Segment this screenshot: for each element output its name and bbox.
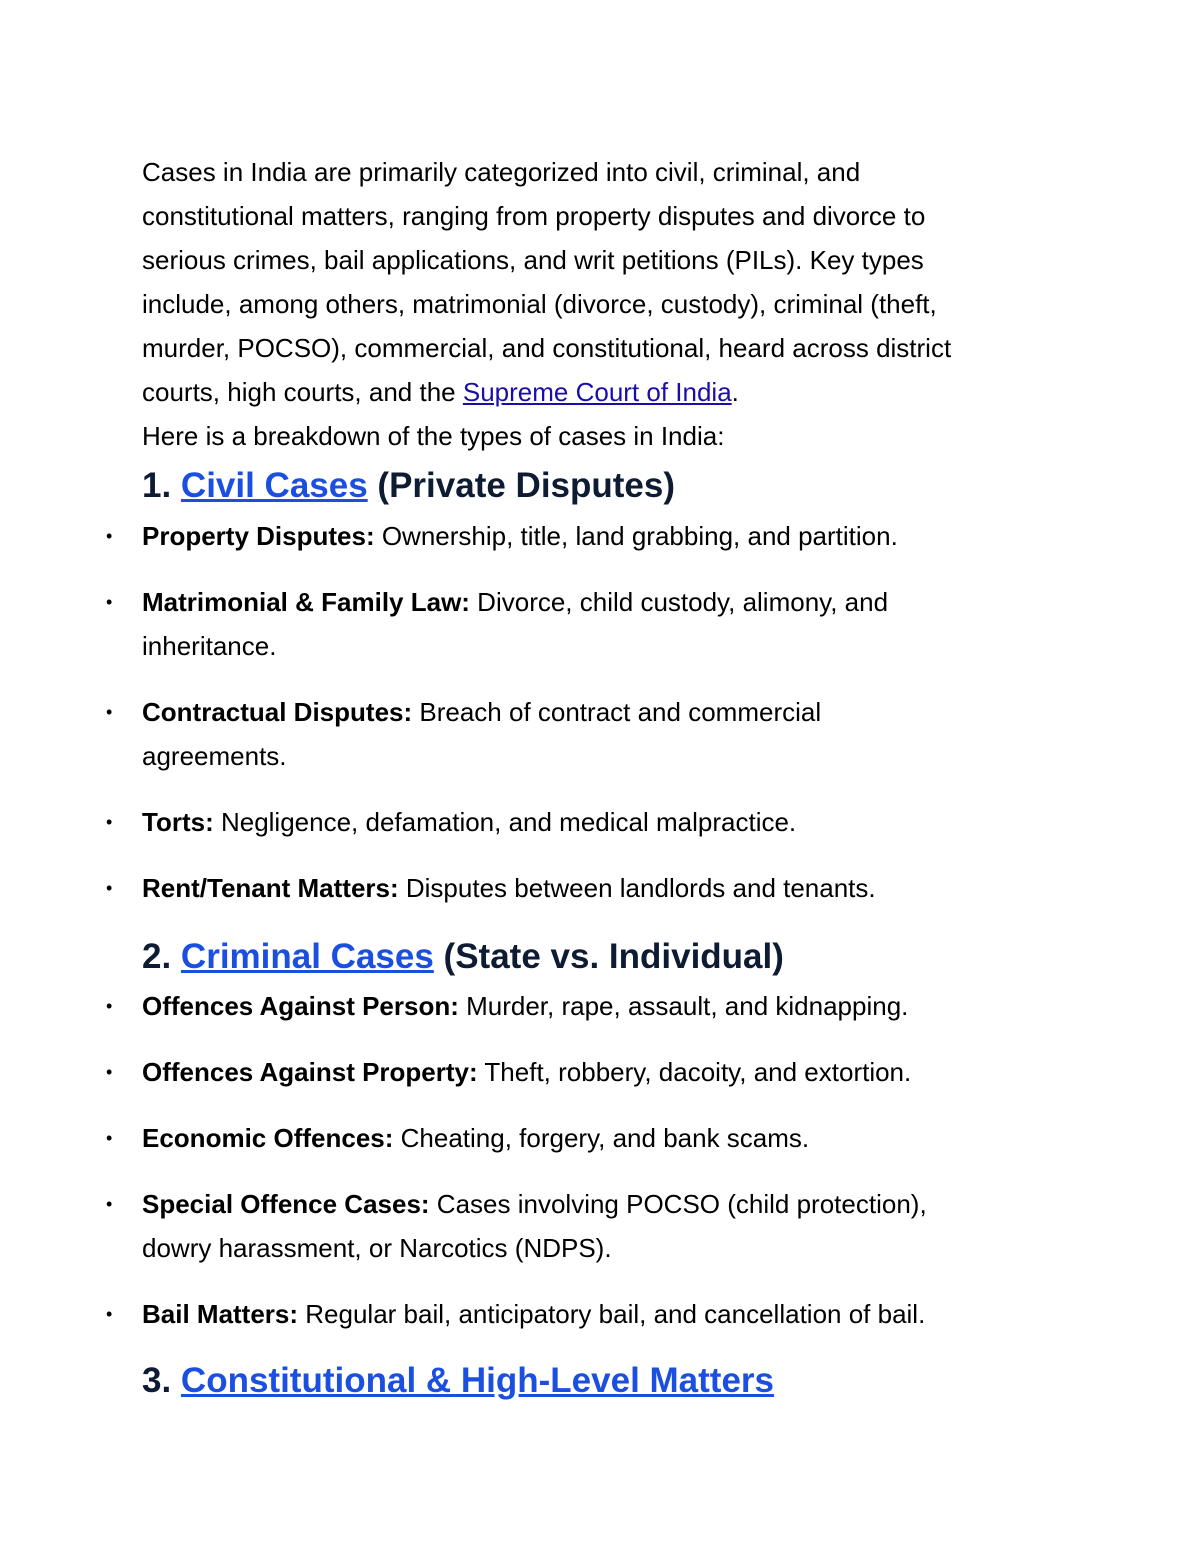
civil-cases-link[interactable]: Civil Cases <box>180 466 368 505</box>
item-text: Breach of contract and commercial <box>412 697 822 727</box>
bullet-icon: • <box>106 702 113 722</box>
item-text: Murder, rape, assault, and kidnapping. <box>458 991 909 1021</box>
bullet-icon: • <box>106 526 113 546</box>
section-heading-suffix: (Private Disputes) <box>367 466 676 505</box>
item-label: Torts: <box>142 807 214 837</box>
list-item <box>106 514 1102 558</box>
list-item <box>106 984 1102 1028</box>
item-text: Regular bail, anticipatory bail, and cancellation of bail. <box>298 1299 926 1329</box>
item-label: Special Offence Cases: <box>142 1189 430 1219</box>
bullet-icon: • <box>106 1062 113 1082</box>
section-heading-constitutional <box>142 1358 1102 1404</box>
intro-text: . <box>731 377 739 407</box>
item-text-continued: dowry harassment, or Narcotics (NDPS). <box>142 1233 612 1263</box>
item-text: Ownership, title, land grabbing, and partition. <box>374 521 898 551</box>
intro-line: constitutional matters, ranging from property disputes and divorce to <box>142 201 926 231</box>
section-heading-civil <box>142 464 1102 508</box>
item-label: Bail Matters: <box>142 1299 299 1329</box>
item-text: Cases involving POCSO (child protection), <box>429 1189 927 1219</box>
criminal-cases-link[interactable]: Criminal Cases <box>180 937 434 976</box>
item-label: Contractual Disputes: <box>142 697 413 727</box>
list-item <box>106 690 1102 778</box>
section-number: 3. <box>142 1361 181 1400</box>
item-text: Disputes between landlords and tenants. <box>398 873 876 903</box>
list-item <box>106 800 1102 844</box>
section-heading-criminal <box>142 934 1102 980</box>
list-item <box>106 1292 1102 1336</box>
document-page <box>106 150 1102 1404</box>
list-item <box>106 1050 1102 1094</box>
supreme-court-link[interactable]: Supreme Court of India <box>462 377 732 407</box>
item-text: Theft, robbery, dacoity, and extortion. <box>477 1057 912 1087</box>
item-text-continued: agreements. <box>142 741 287 771</box>
bullet-icon: • <box>106 1304 113 1324</box>
item-text: Cheating, forgery, and bank scams. <box>393 1123 810 1153</box>
intro-line: murder, POCSO), commercial, and constitutional, heard across district <box>142 333 952 363</box>
intro-line <box>142 370 1102 414</box>
list-item <box>106 1116 1102 1160</box>
item-text: Negligence, defamation, and medical malpractice. <box>213 807 797 837</box>
section-heading-suffix: (State vs. Individual) <box>433 937 784 976</box>
bullet-icon: • <box>106 878 113 898</box>
bullet-icon: • <box>106 996 113 1016</box>
bullet-icon: • <box>106 1128 113 1148</box>
item-label: Rent/Tenant Matters: <box>142 873 399 903</box>
item-label: Property Disputes: <box>142 521 375 551</box>
item-label: Offences Against Person: <box>142 991 459 1021</box>
civil-cases-list <box>106 514 1102 910</box>
intro-text: courts, high courts, and the <box>142 377 463 407</box>
constitutional-matters-link[interactable]: Constitutional & High-Level Matters <box>180 1361 775 1400</box>
intro-paragraph <box>142 150 1102 458</box>
item-label: Offences Against Property: <box>142 1057 478 1087</box>
intro-line: Cases in India are primarily categorized into civil, criminal, and <box>142 157 861 187</box>
section-number: 2. <box>142 937 181 976</box>
intro-line: Here is a breakdown of the types of cases in India: <box>142 421 725 451</box>
intro-line: include, among others, matrimonial (divorce, custody), criminal (theft, <box>142 289 937 319</box>
section-number: 1. <box>142 466 181 505</box>
intro-line: serious crimes, bail applications, and writ petitions (PILs). Key types <box>142 245 924 275</box>
bullet-icon: • <box>106 592 113 612</box>
item-label: Matrimonial & Family Law: <box>142 587 470 617</box>
criminal-cases-list <box>106 984 1102 1336</box>
bullet-icon: • <box>106 812 113 832</box>
item-text-continued: inheritance. <box>142 631 277 661</box>
list-item <box>106 866 1102 910</box>
item-label: Economic Offences: <box>142 1123 394 1153</box>
list-item <box>106 1182 1102 1270</box>
bullet-icon: • <box>106 1194 113 1214</box>
item-text: Divorce, child custody, alimony, and <box>469 587 889 617</box>
list-item <box>106 580 1102 668</box>
